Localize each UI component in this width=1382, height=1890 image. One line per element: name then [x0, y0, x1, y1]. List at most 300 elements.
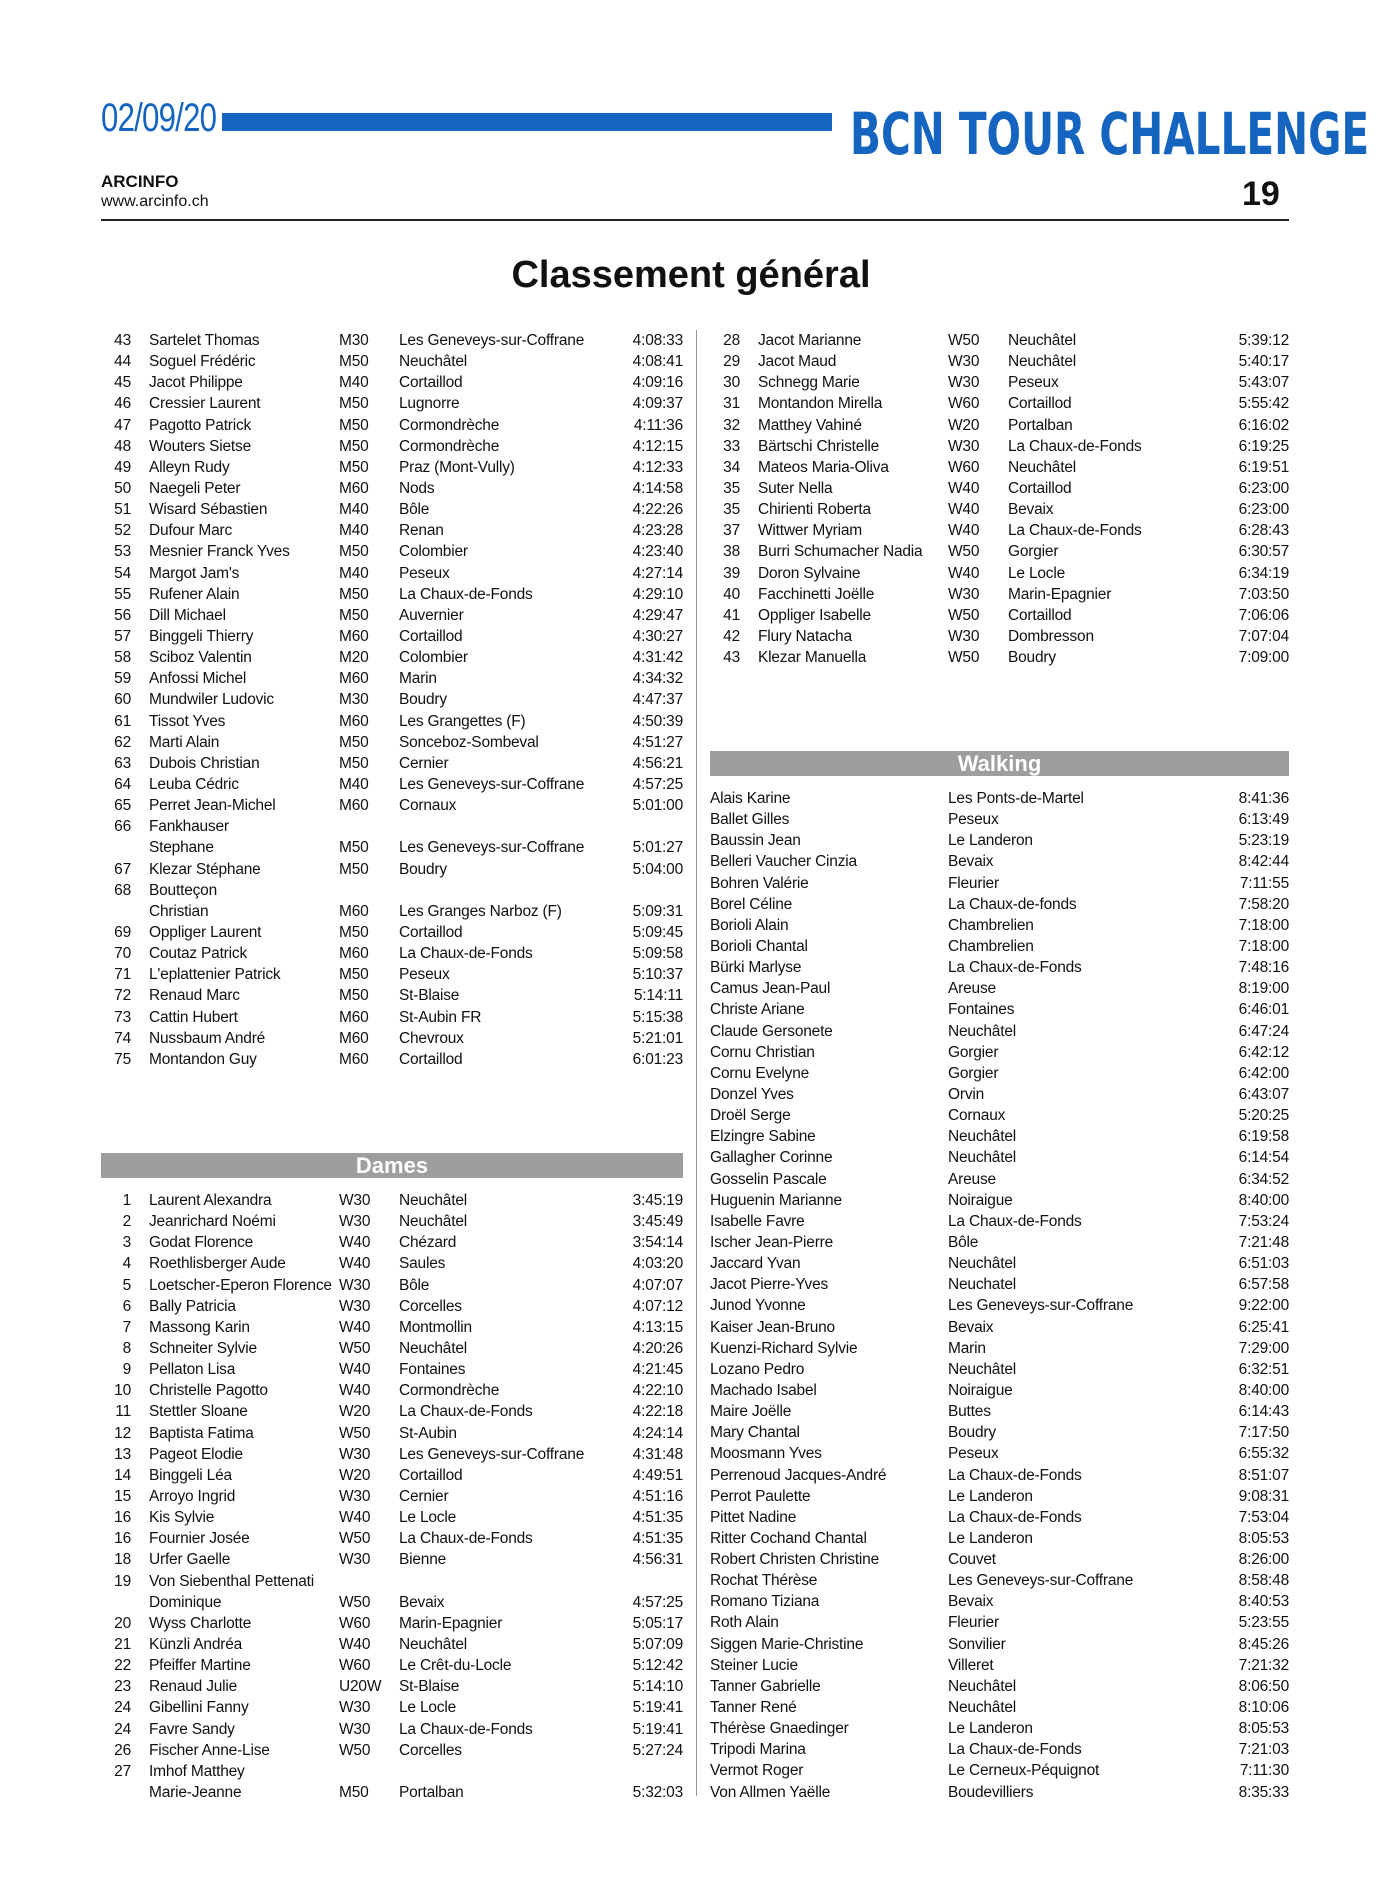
- cell-name: Pfeiffer Martine: [149, 1657, 251, 1675]
- cell-time: 4:11:36: [633, 416, 683, 434]
- cell-rank: 30: [723, 374, 740, 392]
- table-row: [710, 1760, 1289, 1781]
- cell-cat: W30: [948, 374, 980, 392]
- table-row: [101, 563, 683, 584]
- cell-time: 4:51:35: [632, 1509, 683, 1527]
- cell-loc: La Chaux-de-Fonds: [399, 1720, 533, 1738]
- cell-time: 8:19:00: [1238, 980, 1289, 998]
- cell-name: Wouters Sietse: [149, 437, 252, 455]
- table-row: [710, 1465, 1289, 1486]
- cell-loc: Corcelles: [399, 1297, 462, 1315]
- cell-name: Dill Michael: [149, 606, 226, 624]
- table-row: [710, 830, 1289, 851]
- cell-loc: Sonceboz-Sombeval: [399, 733, 539, 751]
- cell-cat: M60: [339, 1050, 369, 1068]
- cell-rank: 33: [723, 437, 740, 455]
- cell-name: Thérèse Gnaedinger: [710, 1720, 849, 1738]
- table-row: [710, 605, 1289, 626]
- table-row: [101, 520, 683, 541]
- cell-time: 6:16:02: [1238, 416, 1289, 434]
- cell-loc: Le Locle: [1008, 564, 1066, 582]
- cell-cat: W40: [339, 1509, 371, 1527]
- cell-name: Ritter Cochand Chantal: [710, 1529, 867, 1547]
- cell-cat: U20W: [339, 1678, 382, 1696]
- cell-name: Arroyo Ingrid: [149, 1487, 236, 1505]
- cell-cat: W40: [339, 1255, 371, 1273]
- table-row: [101, 1423, 683, 1444]
- table-row: [101, 1275, 683, 1296]
- table-row: [710, 1634, 1289, 1655]
- table-row: [101, 1549, 683, 1570]
- cell-cat: W20: [339, 1466, 371, 1484]
- cell-rank: 49: [114, 458, 131, 476]
- table-row: [710, 1169, 1289, 1190]
- cell-name: Tripodi Marina: [710, 1741, 806, 1759]
- cell-cat: W30: [339, 1699, 371, 1717]
- cell-loc: Couvet: [948, 1551, 996, 1569]
- cell-cat: M60: [339, 479, 369, 497]
- cell-rank: 29: [723, 353, 740, 371]
- cell-time: 4:07:12: [632, 1297, 683, 1315]
- table-row: [710, 915, 1289, 936]
- cell-name: Binggeli Thierry: [149, 627, 254, 645]
- cell-rank: 9: [122, 1361, 131, 1379]
- cell-rank: 68: [114, 881, 131, 899]
- table-row: [101, 372, 683, 393]
- table-row: [710, 1147, 1289, 1168]
- cell-loc: Cortaillod: [399, 374, 463, 392]
- cell-loc: Orvin: [948, 1085, 985, 1103]
- cell-loc: Areuse: [948, 1170, 996, 1188]
- table-row: [710, 372, 1289, 393]
- cell-name: Klezar Stéphane: [149, 860, 261, 878]
- cell-cat: M50: [339, 860, 369, 878]
- table-row: [101, 964, 683, 985]
- table-row: [710, 393, 1289, 414]
- cell-rank: 41: [723, 606, 740, 624]
- cell-name: Stephane: [149, 839, 214, 857]
- table-row: [710, 1063, 1289, 1084]
- table-row: [101, 1676, 683, 1697]
- cell-name: Borioli Alain: [710, 916, 789, 934]
- cell-name: Lozano Pedro: [710, 1360, 805, 1378]
- cell-name: Chirienti Roberta: [758, 501, 871, 519]
- cell-loc: Peseux: [1008, 374, 1059, 392]
- cell-name: Jeanrichard Noémi: [149, 1213, 276, 1231]
- cell-loc: Neuchâtel: [1008, 353, 1076, 371]
- table-row: [710, 1105, 1289, 1126]
- cell-name: Bohren Valérie: [710, 874, 809, 892]
- cell-name: Mateos Maria-Oliva: [758, 458, 889, 476]
- cell-loc: Noiraigue: [948, 1381, 1013, 1399]
- table-row: [710, 1380, 1289, 1401]
- cell-name: Anfossi Michel: [149, 670, 247, 688]
- cell-loc: Cortaillod: [399, 627, 463, 645]
- cell-loc: Bôle: [399, 501, 430, 519]
- cell-rank: 54: [114, 564, 131, 582]
- cell-loc: Auvernier: [399, 606, 464, 624]
- cell-time: 6:14:43: [1238, 1403, 1289, 1421]
- cell-name: Wittwer Myriam: [758, 522, 862, 540]
- cell-time: 8:40:00: [1238, 1191, 1289, 1209]
- cell-loc: Sonvilier: [948, 1635, 1006, 1653]
- cell-rank: 56: [114, 606, 131, 624]
- cell-time: 3:45:19: [632, 1192, 683, 1209]
- cell-cat: W20: [339, 1403, 371, 1421]
- cell-name: Elzingre Sabine: [710, 1128, 816, 1146]
- cell-time: 9:22:00: [1238, 1297, 1289, 1315]
- cell-time: 4:22:26: [632, 501, 683, 519]
- cell-loc: Les Geneveys-sur-Coffrane: [399, 332, 585, 349]
- cell-time: 7:21:48: [1238, 1233, 1289, 1251]
- table-row: [710, 1317, 1289, 1338]
- cell-time: 5:19:41: [632, 1720, 683, 1738]
- cell-loc: St-Blaise: [399, 987, 460, 1005]
- cell-name: Kis Sylvie: [149, 1509, 215, 1527]
- table-row: [101, 1028, 683, 1049]
- cell-time: 7:58:20: [1238, 895, 1289, 913]
- cell-loc: Cortaillod: [399, 1050, 463, 1068]
- cell-loc: La Chaux-de-Fonds: [948, 1212, 1082, 1230]
- cell-rank: 14: [114, 1466, 131, 1484]
- cell-loc: Cortaillod: [1008, 395, 1072, 413]
- dames-table-continued: [710, 330, 1289, 668]
- cell-name: Boutteçon: [149, 881, 218, 899]
- table-row: [710, 1655, 1289, 1676]
- cell-time: 4:22:10: [632, 1382, 683, 1400]
- cell-name: Rufener Alain: [149, 585, 240, 603]
- cell-rank: 55: [114, 585, 131, 603]
- cell-rank: 39: [723, 564, 740, 582]
- cell-time: 4:22:18: [632, 1403, 683, 1421]
- cell-cat: W40: [948, 522, 980, 540]
- cell-rank: 4: [122, 1255, 131, 1273]
- table-row: [710, 1190, 1289, 1211]
- cell-name: Montandon Mirella: [758, 395, 883, 413]
- cell-time: 4:51:27: [632, 733, 683, 751]
- cell-loc: Colombier: [399, 543, 468, 561]
- table-row: [710, 1232, 1289, 1253]
- cell-name: Urfer Gaelle: [149, 1551, 231, 1569]
- cell-loc: La Chaux-de-Fonds: [1008, 522, 1142, 540]
- cell-time: 4:20:26: [632, 1339, 683, 1357]
- cell-cat: W30: [339, 1276, 371, 1294]
- cell-rank: 59: [114, 670, 131, 688]
- table-row: [710, 1676, 1289, 1697]
- cell-time: 4:57:25: [632, 1593, 683, 1611]
- cell-time: 5:20:25: [1238, 1107, 1289, 1125]
- cell-name: Pittet Nadine: [710, 1508, 797, 1526]
- cell-time: 6:23:00: [1238, 501, 1289, 519]
- cell-loc: La Chaux-de-Fonds: [399, 585, 533, 603]
- cell-name: Laurent Alexandra: [149, 1192, 272, 1209]
- cell-loc: Portalban: [399, 1783, 464, 1801]
- header-bar: [222, 113, 832, 131]
- cell-cat: W50: [339, 1741, 371, 1759]
- cell-time: 4:03:20: [632, 1255, 683, 1273]
- cell-cat: W50: [339, 1593, 371, 1611]
- cell-rank: 62: [114, 733, 131, 751]
- cell-rank: 43: [723, 649, 740, 667]
- cell-cat: W40: [948, 564, 980, 582]
- cell-rank: 65: [114, 797, 131, 815]
- cell-cat: M60: [339, 670, 369, 688]
- table-row: [710, 626, 1289, 647]
- cell-cat: W30: [339, 1192, 371, 1209]
- cell-cat: M50: [339, 754, 369, 772]
- cell-rank: 43: [114, 332, 131, 349]
- cell-time: 6:19:25: [1238, 437, 1289, 455]
- table-row: [710, 647, 1289, 668]
- cell-name: Suter Nella: [758, 479, 833, 497]
- cell-loc: Cernier: [399, 754, 449, 772]
- cell-rank: 10: [114, 1382, 131, 1400]
- table-row: [710, 1295, 1289, 1316]
- table-row: [101, 1634, 683, 1655]
- cell-name: Kaiser Jean-Bruno: [710, 1318, 835, 1336]
- table-row: [101, 1697, 683, 1718]
- cell-loc: Chambrelien: [948, 937, 1034, 955]
- cell-rank: 66: [114, 818, 131, 836]
- cell-loc: St-Aubin FR: [399, 1008, 482, 1026]
- cell-time: 4:47:37: [632, 691, 683, 709]
- cell-time: 6:51:03: [1238, 1255, 1289, 1273]
- table-row: [101, 668, 683, 689]
- cell-time: 6:25:41: [1238, 1318, 1289, 1336]
- cell-loc: Les Geneveys-sur-Coffrane: [399, 1445, 585, 1463]
- cell-name: L'eplattenier Patrick: [149, 966, 281, 984]
- cell-name: Robert Christen Christine: [710, 1551, 880, 1569]
- cell-loc: Cormondrèche: [399, 416, 500, 434]
- cell-time: 4:09:37: [632, 395, 683, 413]
- cell-rank: 70: [114, 945, 131, 963]
- cell-rank: 63: [114, 754, 131, 772]
- cell-cat: M50: [339, 606, 369, 624]
- cell-loc: Neuchâtel: [948, 1360, 1016, 1378]
- cell-loc: Les Geneveys-sur-Coffrane: [399, 839, 585, 857]
- cell-cat: M60: [339, 902, 369, 920]
- cell-name: Von Siebenthal Pettenati: [149, 1572, 314, 1590]
- cell-loc: Cernier: [399, 1487, 449, 1505]
- cell-name: Baptista Fatima: [149, 1424, 254, 1442]
- cell-time: 5:07:09: [632, 1635, 683, 1653]
- cell-loc: Neuchâtel: [1008, 458, 1076, 476]
- cell-time: 7:11:30: [1239, 1762, 1289, 1780]
- table-row: [710, 1401, 1289, 1422]
- table-row: [101, 647, 683, 668]
- cell-loc: Chevroux: [399, 1029, 464, 1047]
- cell-name: Siggen Marie-Christine: [710, 1635, 864, 1653]
- cell-loc: Fontaines: [948, 1001, 1015, 1019]
- cell-time: 4:07:07: [632, 1276, 683, 1294]
- cell-time: 7:29:00: [1238, 1339, 1289, 1357]
- cell-rank: 57: [114, 627, 131, 645]
- cell-loc: Bevaix: [948, 853, 994, 871]
- cell-rank: 16: [114, 1509, 131, 1527]
- cell-cat: M60: [339, 627, 369, 645]
- cell-name: Mundwiler Ludovic: [149, 691, 274, 709]
- cell-name: Romano Tiziana: [710, 1593, 820, 1611]
- cell-time: 4:23:40: [632, 543, 683, 561]
- cell-cat: W30: [948, 585, 980, 603]
- table-row: [710, 1126, 1289, 1147]
- cell-time: 4:30:27: [632, 627, 683, 645]
- table-row: [710, 1486, 1289, 1507]
- cell-cat: M60: [339, 1008, 369, 1026]
- table-row: [710, 1782, 1289, 1803]
- cell-cat: W40: [339, 1382, 371, 1400]
- cell-rank: 24: [114, 1699, 131, 1717]
- cell-loc: Villeret: [948, 1656, 994, 1674]
- cell-time: 4:50:39: [632, 712, 683, 730]
- cell-name: Renaud Marc: [149, 987, 240, 1005]
- cell-name: Bürki Marlyse: [710, 959, 802, 977]
- cell-loc: Renan: [399, 522, 444, 540]
- cell-loc: Gorgier: [948, 1064, 999, 1082]
- cell-loc: Montmollin: [399, 1318, 472, 1336]
- table-row: [101, 1317, 683, 1338]
- cell-loc: Cortaillod: [399, 923, 463, 941]
- cell-loc: Marin-Epagnier: [399, 1614, 503, 1632]
- cell-name: Matthey Vahiné: [758, 416, 862, 434]
- table-row: [710, 520, 1289, 541]
- table-row: [101, 1232, 683, 1253]
- cell-time: 6:57:58: [1238, 1276, 1289, 1294]
- table-row: [101, 457, 683, 478]
- cell-name: Loetscher-Eperon Florence: [149, 1276, 332, 1294]
- cell-loc: La Chaux-de-Fonds: [1008, 437, 1142, 455]
- cell-cat: W50: [339, 1339, 371, 1357]
- cell-name: Machado Isabel: [710, 1381, 817, 1399]
- cell-time: 5:23:19: [1238, 832, 1289, 850]
- table-row: [101, 1782, 683, 1803]
- table-row: [710, 894, 1289, 915]
- cell-loc: Peseux: [399, 966, 450, 984]
- cell-name: Schnegg Marie: [758, 374, 860, 392]
- table-row: [710, 1697, 1289, 1718]
- cell-time: 6:47:24: [1238, 1022, 1289, 1040]
- cell-time: 6:32:51: [1238, 1360, 1289, 1378]
- cell-name: Camus Jean-Paul: [710, 980, 831, 998]
- cell-name: Schneiter Sylvie: [149, 1339, 257, 1357]
- cell-time: 6:01:23: [632, 1050, 683, 1068]
- cell-cat: W40: [339, 1361, 371, 1379]
- cell-name: Bally Patricia: [149, 1297, 236, 1315]
- table-row: [101, 1190, 683, 1211]
- cell-cat: M60: [339, 797, 369, 815]
- table-row: [101, 732, 683, 753]
- cell-time: 8:35:33: [1238, 1783, 1289, 1801]
- cell-time: 4:14:58: [632, 479, 683, 497]
- cell-cat: W50: [948, 649, 980, 667]
- cell-loc: Neuchâtel: [399, 1635, 467, 1653]
- cell-loc: Fleurier: [948, 1614, 999, 1632]
- cell-loc: Nods: [399, 479, 435, 497]
- cell-rank: 47: [114, 416, 131, 434]
- cell-name: Rochat Thérèse: [710, 1572, 818, 1590]
- cell-time: 8:05:53: [1238, 1529, 1289, 1547]
- cell-rank: 22: [114, 1657, 131, 1675]
- cell-time: 6:46:01: [1238, 1001, 1289, 1019]
- cell-rank: 38: [723, 543, 740, 561]
- table-row: [710, 809, 1289, 830]
- cell-rank: 44: [114, 353, 131, 371]
- table-row: [710, 957, 1289, 978]
- cell-cat: M50: [339, 543, 369, 561]
- cell-name: Borel Céline: [710, 895, 793, 913]
- table-row: [101, 584, 683, 605]
- cell-name: Droël Serge: [710, 1107, 791, 1125]
- table-row: [101, 1338, 683, 1359]
- cell-cat: M40: [339, 374, 369, 392]
- cell-loc: Fleurier: [948, 874, 999, 892]
- cell-cat: W40: [339, 1318, 371, 1336]
- cell-time: 5:15:38: [632, 1008, 683, 1026]
- cell-rank: 35: [723, 479, 740, 497]
- cell-rank: 73: [114, 1008, 131, 1026]
- table-row: [101, 774, 683, 795]
- table-row: [710, 330, 1289, 351]
- table-row: [101, 393, 683, 414]
- cell-name: Vermot Roger: [710, 1762, 804, 1780]
- cell-rank: 21: [114, 1635, 131, 1653]
- table-row: [710, 1422, 1289, 1443]
- cell-name: Jacot Maud: [758, 353, 837, 371]
- cell-cat: W40: [948, 479, 980, 497]
- table-row: [710, 478, 1289, 499]
- table-row: [710, 1570, 1289, 1591]
- table-row: [101, 1444, 683, 1465]
- cell-loc: Chambrelien: [948, 916, 1034, 934]
- cell-rank: 35: [723, 501, 740, 519]
- cell-loc: Cornaux: [948, 1107, 1006, 1125]
- cell-loc: Praz (Mont-Vully): [399, 458, 515, 476]
- cell-time: 8:06:50: [1238, 1677, 1289, 1695]
- cell-loc: La Chaux-de-Fonds: [399, 1530, 533, 1548]
- cell-cat: W60: [948, 458, 980, 476]
- cell-loc: Lugnorre: [399, 395, 460, 413]
- cell-time: 4:51:35: [632, 1530, 683, 1548]
- cell-cat: W50: [339, 1530, 371, 1548]
- cell-loc: La Chaux-de-Fonds: [399, 945, 533, 963]
- cell-loc: Le Locle: [399, 1509, 457, 1527]
- table-row: [101, 1486, 683, 1507]
- cell-name: Massong Karin: [149, 1318, 250, 1336]
- cell-rank: 7: [122, 1318, 131, 1336]
- cell-time: 7:21:32: [1238, 1656, 1289, 1674]
- cell-time: 7:18:00: [1238, 916, 1289, 934]
- cell-time: 7:18:00: [1238, 937, 1289, 955]
- cell-name: Claude Gersonete: [710, 1022, 833, 1040]
- cell-cat: W60: [948, 395, 980, 413]
- cell-loc: Les Grangettes (F): [399, 712, 526, 730]
- cell-name: Stettler Sloane: [149, 1403, 248, 1421]
- cell-name: Cressier Laurent: [149, 395, 261, 413]
- cell-name: Burri Schumacher Nadia: [758, 543, 923, 561]
- cell-time: 5:19:41: [632, 1699, 683, 1717]
- cell-loc: Neuchatel: [948, 1276, 1016, 1294]
- cell-time: 9:08:31: [1238, 1487, 1289, 1505]
- table-row: [710, 1084, 1289, 1105]
- cell-loc: Les Granges Narboz (F): [399, 902, 562, 920]
- cell-time: 7:17:50: [1238, 1424, 1289, 1442]
- cell-time: 5:05:17: [632, 1614, 683, 1632]
- cell-rank: 28: [723, 332, 740, 349]
- cell-time: 6:13:49: [1238, 811, 1289, 829]
- cell-rank: 52: [114, 522, 131, 540]
- cell-name: Jaccard Yvan: [710, 1255, 801, 1273]
- cell-loc: Buttes: [948, 1403, 991, 1421]
